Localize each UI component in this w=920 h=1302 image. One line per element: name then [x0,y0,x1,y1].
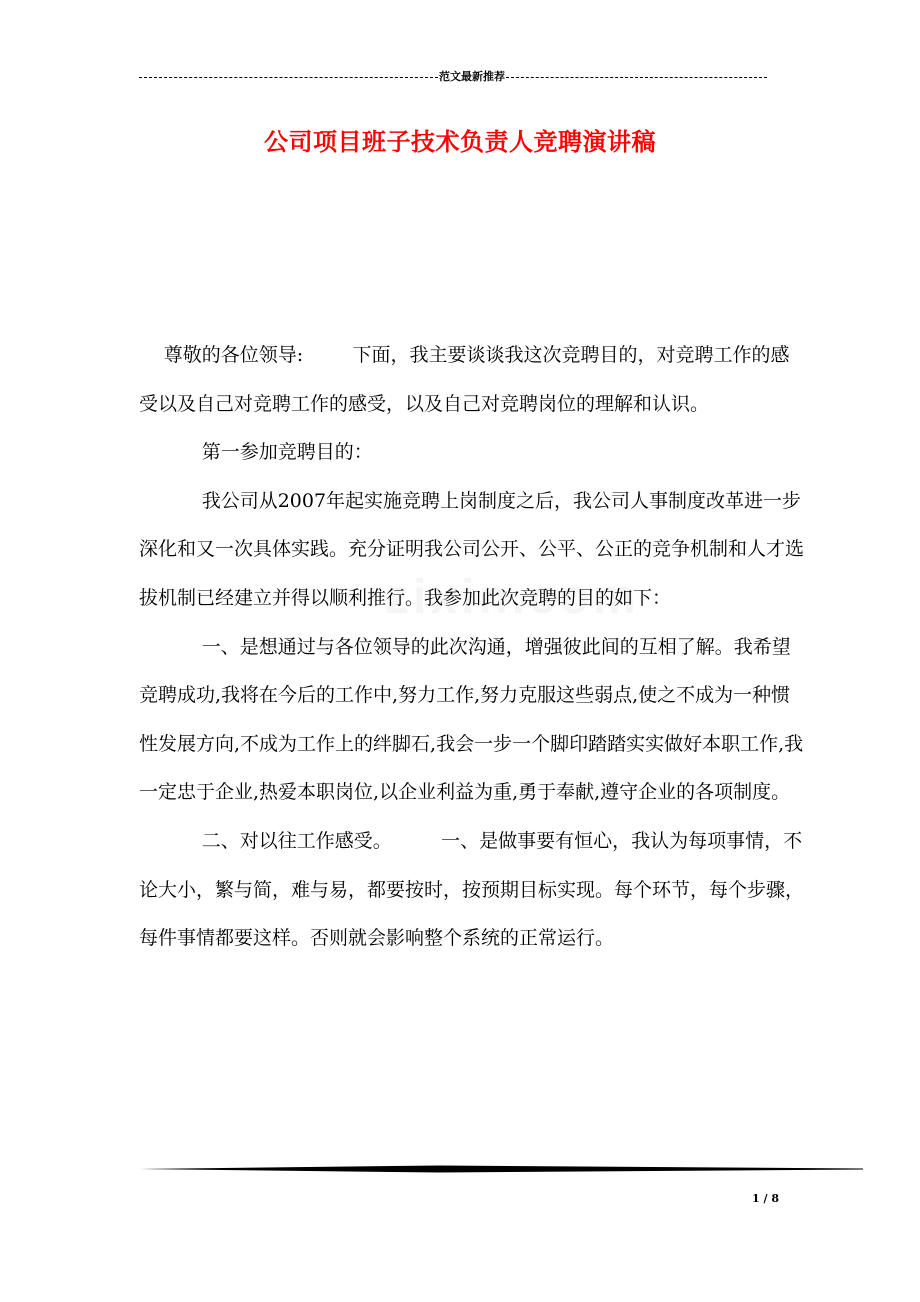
header-bar [139,68,767,86]
paragraph-greeting [139,331,805,428]
page-number: 1 / 8 [752,1192,779,1205]
footer-divider [139,1163,863,1175]
paragraph-intro-text: 下面，我主要谈谈我这次竞聘目的，对竞聘工作的感受以及自己对竞聘工作的感受，以及自己对竞聘岗位的理解和认识。 [139,344,790,415]
paragraph-point-one: 一、是想通过与各位领导的此次沟通，增强彼此间的互相了解。我希望竞聘成功,我将在今后的工作中,努力工作,努力克服这些弱点,使之不成为一种惯性发展方向,不成为工作上的绊脚石,我会一步一个脚印踏踏实实做好本职工作,我一定忠于企业,热爱本职岗位,以企业利益为重,勇于奉献,遵守企业的各项制度。 [139,635,804,804]
section-heading-purpose: 第一参加竞聘目的： [201,441,373,464]
greeting-text: 尊敬的各位领导: [163,344,304,366]
document-body [139,331,805,963]
paragraph-company-background: 我公司从2007年起实施竞聘上岗制度之后，我公司人事制度改革进一步深化和又一次具体实践。充分证明我公司公开、公平、公正的竞争机制和人才选拔机制已经建立并得以顺利推行。我参加此次竞聘的目的如下： [139,489,805,609]
header-dashes-left [139,77,438,78]
header-dashes-right [506,77,767,78]
document-title: 公司项目班子技术负责人竞聘演讲稿 [264,127,656,156]
work-feelings-heading: 二、对以往工作感受。 [201,829,392,852]
header-text: 范文最新推荐 [439,70,505,83]
paragraph-work-feelings [139,817,805,963]
work-feelings-text: 一、是做事要有恒心，我认为每项事情，不论大小，繁与简，难与易，都要按时，按预期目标实现。每个环节，每个步骤，每件事情都要这样。否则就会影响整个系统的正常运行。 [139,829,805,950]
